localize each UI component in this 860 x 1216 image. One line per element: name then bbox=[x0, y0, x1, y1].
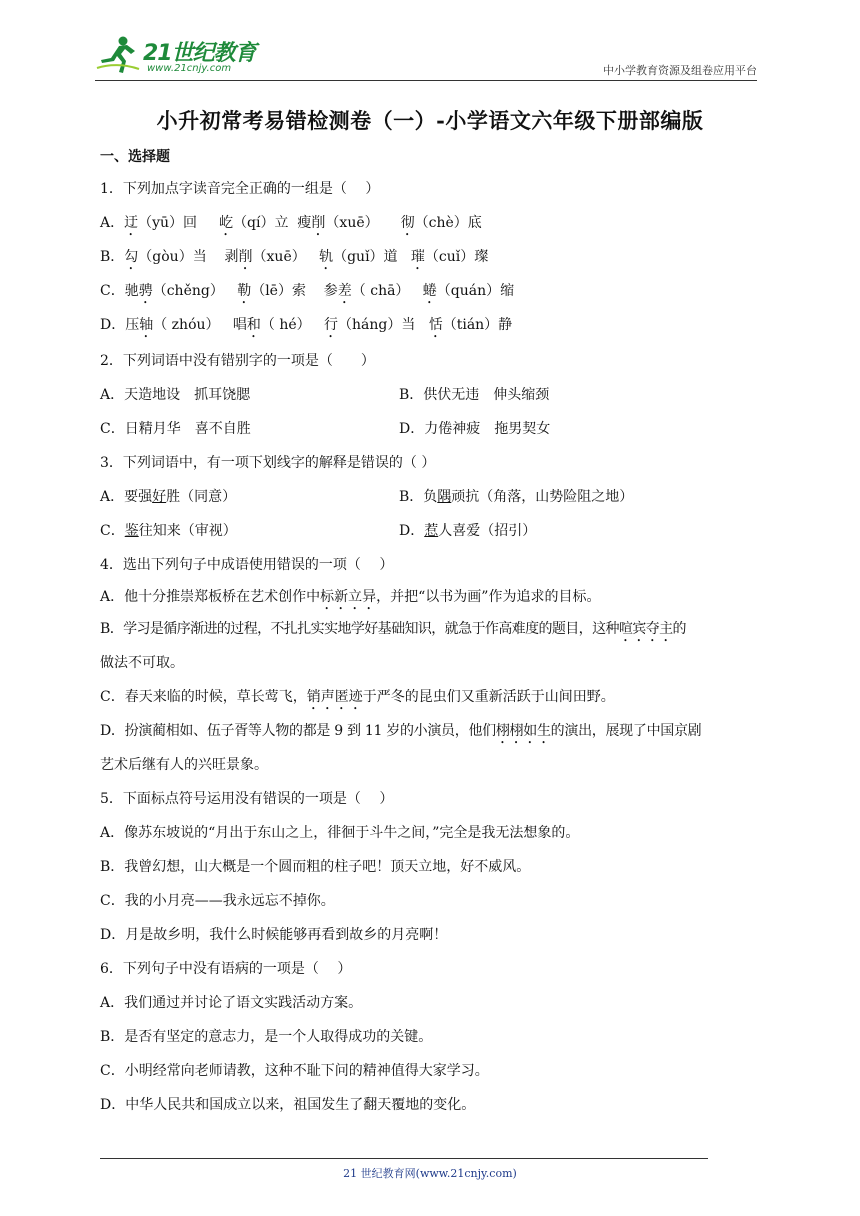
question-1-stem: 1．下列加点字读音完全正确的一组是（ ） bbox=[100, 181, 380, 197]
question-4-option-d: D．扮演蔺相如、伍子胥等人物的都是 9 到 11 岁的小演员，他们栩栩如生的演出，展现了中国京剧 bbox=[100, 723, 702, 739]
question-4-option-d-cont: 艺术后继有人的兴旺景象。 bbox=[100, 757, 268, 773]
page-title: 小升初常考易错检测卷（一）-小学语文六年级下册部编版 bbox=[156, 108, 704, 133]
question-3-option-b: B．负隅顽抗（角落，山势险阻之地） bbox=[399, 489, 634, 505]
question-4-option-a: A．他十分推崇郑板桥在艺术创作中标新立异，并把“以书为画”作为追求的目标。 bbox=[100, 589, 601, 605]
question-6-stem: 6．下列句子中没有语病的一项是（ ） bbox=[100, 961, 352, 977]
question-6-option-a: A．我们通过并讨论了语文实践活动方案。 bbox=[100, 995, 363, 1011]
question-1-option-c: C．驰骋（chěng） 勒（lē）索 参差（ chā） 蜷（quán）缩 bbox=[100, 283, 515, 299]
platform-name: 中小学教育资源及组卷应用平台 bbox=[603, 64, 757, 77]
logo-text: 21世纪教育 bbox=[143, 41, 256, 66]
question-6-option-d: D．中华人民共和国成立以来，祖国发生了翻天覆地的变化。 bbox=[100, 1097, 476, 1113]
section-heading: 一、选择题 bbox=[100, 149, 170, 165]
question-4-option-b-cont: 做法不可取。 bbox=[100, 655, 184, 671]
question-2-option-b: B．供伏无违 伸头缩颈 bbox=[399, 387, 550, 403]
question-2-option-a: A．天造地设 抓耳饶腮 bbox=[100, 387, 251, 403]
question-6-option-c: C．小明经常向老师请教，这种不耻下问的精神值得大家学习。 bbox=[100, 1063, 489, 1079]
question-2-option-c: C．日精月华 喜不自胜 bbox=[100, 421, 251, 437]
question-4-option-c: C．春天来临的时候，草长莺飞，销声匿迹于严冬的昆虫们又重新活跃于山间田野。 bbox=[100, 689, 615, 705]
question-3-option-d: D．惹人喜爱（招引） bbox=[399, 523, 537, 539]
question-4-stem: 4．选出下列句子中成语使用错误的一项（ ） bbox=[100, 557, 394, 573]
page-header bbox=[95, 28, 757, 80]
question-1-option-b: B．勾（gòu）当 剥削（xuē） 轨（guǐ）道 璀（cuǐ）璨 bbox=[100, 249, 489, 265]
question-2-option-d: D．力倦神疲 拖男契女 bbox=[399, 421, 551, 437]
question-1-option-d: D．压轴（ zhóu） 唱和（ hé） 行（háng）当 恬（tián）静 bbox=[100, 317, 513, 333]
footer-divider bbox=[100, 1158, 708, 1159]
question-5-option-d: D．月是故乡明，我什么时候能够再看到故乡的月亮啊！ bbox=[100, 927, 448, 943]
question-4-option-b: B．学习是循序渐进的过程，不扎扎实实地学好基础知识，就急于作高难度的题目，这种喧宾夺主的 bbox=[100, 621, 686, 637]
question-3-option-a: A．要强好胜（同意） bbox=[100, 489, 237, 505]
logo-url: www.21cnjy.com bbox=[147, 63, 232, 74]
question-1-option-a: A．迂（yū）回 屹（qí）立 瘦削（xuē） 彻（chè）底 bbox=[100, 215, 482, 231]
site-logo bbox=[95, 36, 265, 76]
question-6-option-b: B．是否有坚定的意志力，是一个人取得成功的关键。 bbox=[100, 1029, 433, 1045]
question-5-option-a: A．像苏东坡说的“月出于东山之上，徘徊于斗牛之间，”完全是我无法想象的。 bbox=[100, 825, 580, 841]
header-divider bbox=[95, 80, 757, 81]
question-2-stem: 2．下列词语中没有错别字的一项是（ ） bbox=[100, 353, 375, 369]
question-3-stem: 3．下列词语中，有一项下划线字的解释是错误的（ ） bbox=[100, 455, 436, 471]
runner-logo-icon bbox=[95, 36, 141, 74]
question-5-stem: 5．下面标点符号运用没有错误的一项是（ ） bbox=[100, 791, 394, 807]
question-3-option-c: C．鉴往知来（审视） bbox=[100, 523, 237, 539]
question-5-option-c: C．我的小月亮——我永远忘不掉你。 bbox=[100, 893, 335, 909]
question-5-option-b: B．我曾幻想，山大概是一个圆而粗的柱子吧！顶天立地，好不威风。 bbox=[100, 859, 531, 875]
page-footer: 21 世纪教育网(www.21cnjy.com) bbox=[343, 1167, 517, 1180]
